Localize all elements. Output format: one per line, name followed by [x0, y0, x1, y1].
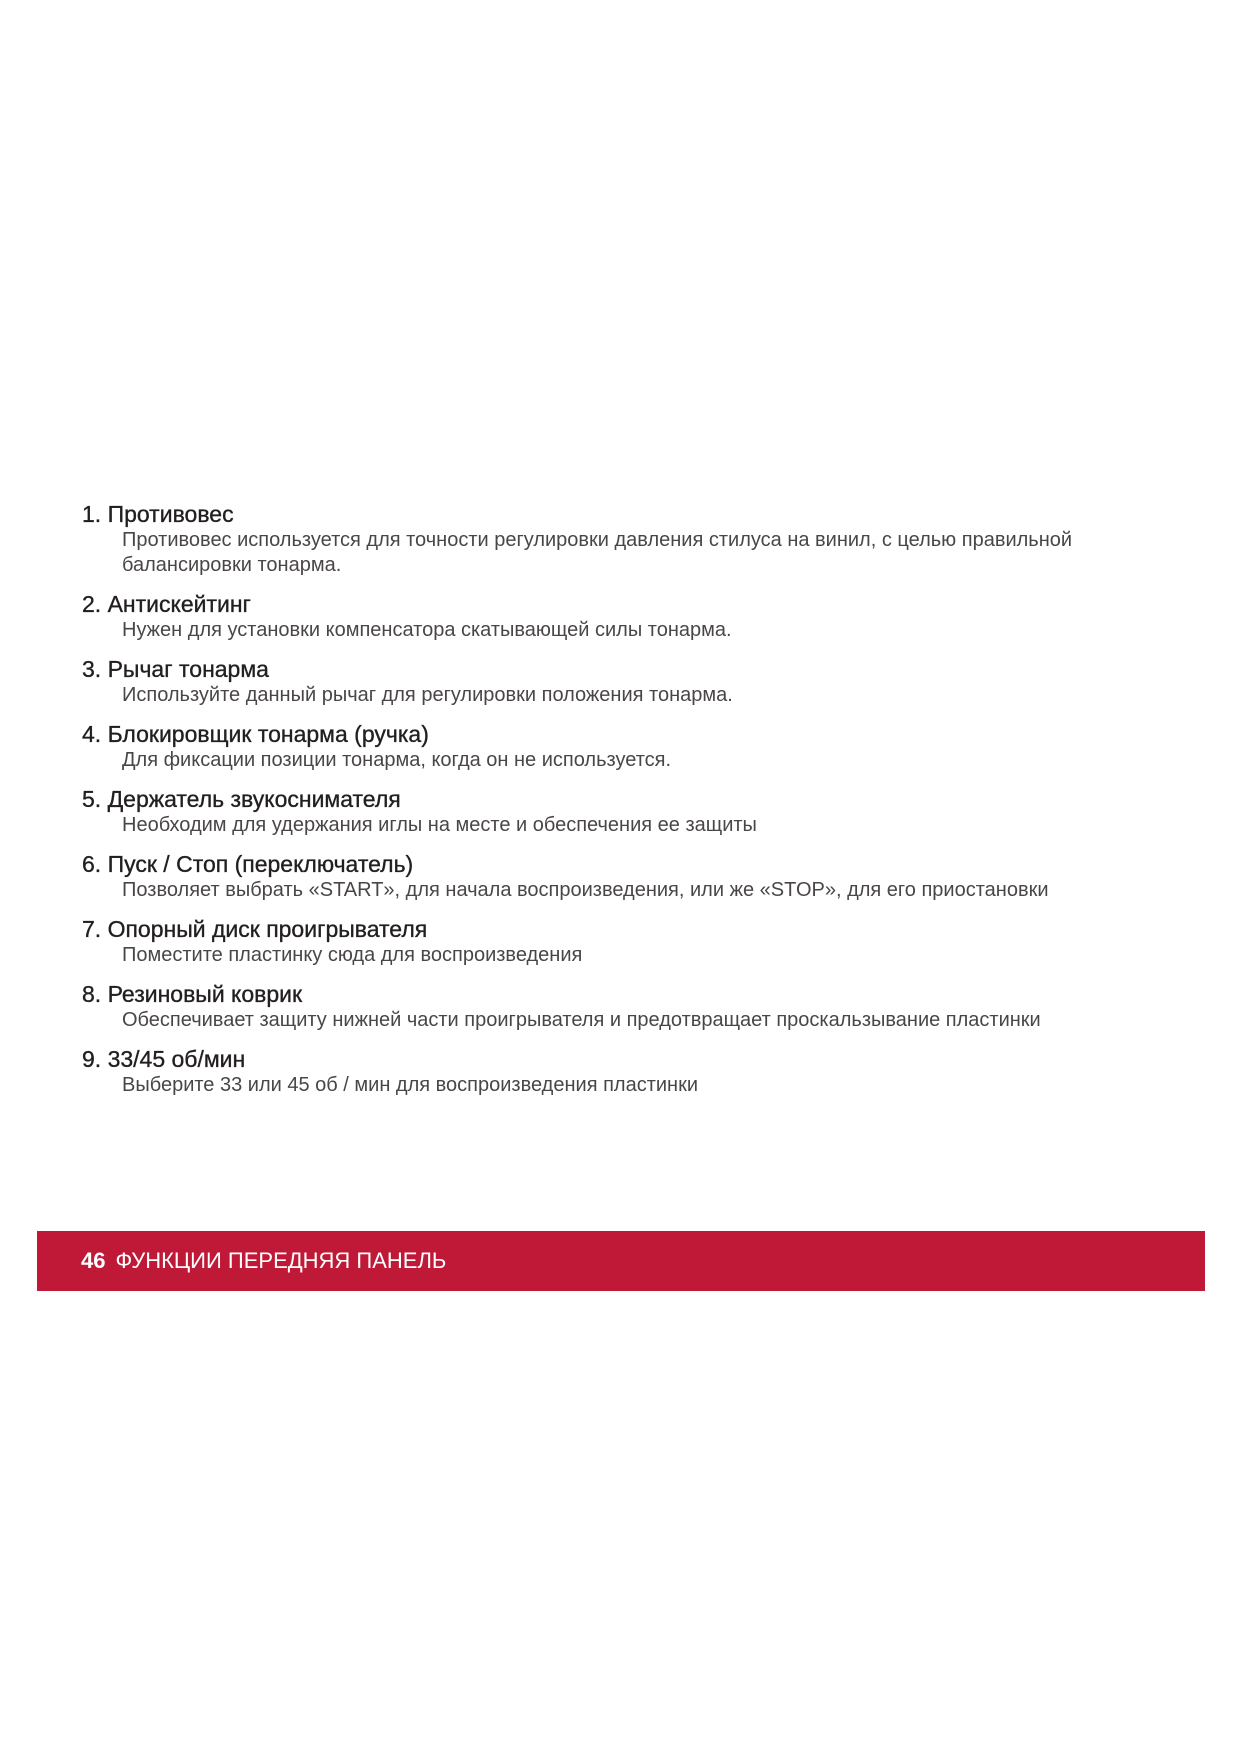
item-title: 4. Блокировщик тонарма (ручка)	[82, 721, 429, 747]
page-number: 46	[81, 1248, 106, 1273]
item-title: 7. Опорный диск проигрывателя	[82, 916, 428, 942]
item-title: 2. Антискейтинг	[82, 591, 251, 617]
footer-bar	[37, 1231, 1205, 1291]
item-description: Обеспечивает защиту нижней части проигрывателя и предотвращает проскальзывание пластинки	[122, 1009, 1041, 1031]
item-description: Используйте данный рычаг для регулировки положения тонарма.	[122, 684, 733, 706]
list-item	[82, 785, 1182, 838]
item-title: 5. Держатель звукоснимателя	[82, 786, 401, 812]
section-title: ФУНКЦИИ ПЕРЕДНЯЯ ПАНЕЛЬ	[115, 1248, 447, 1273]
item-title: 9. 33/45 об/мин	[82, 1046, 246, 1072]
item-description: Для фиксации позиции тонарма, когда он не используется.	[122, 749, 672, 771]
item-description: Необходим для удержания иглы на месте и обеспечения ее защиты	[122, 814, 757, 836]
list-item	[82, 915, 1182, 968]
list-item	[82, 1045, 1182, 1098]
item-description: Выберите 33 или 45 об / мин для воспроизведения пластинки	[122, 1074, 698, 1096]
item-description: Противовес используется для точности регулировки давления стилуса на винил, с целью правильной балансировки тонарма.	[122, 529, 1073, 576]
list-item	[82, 980, 1182, 1033]
item-description: Позволяет выбрать «START», для начала воспроизведения, или же «STOP», для его приостановки	[122, 879, 1049, 901]
item-description: Поместите пластинку сюда для воспроизведения	[122, 944, 583, 966]
item-title: 3. Рычаг тонарма	[82, 656, 269, 682]
list-item	[82, 500, 1182, 578]
item-title: 1. Противовес	[82, 501, 234, 527]
list-item	[82, 850, 1182, 903]
list-item	[82, 590, 1182, 643]
item-title: 8. Резиновый коврик	[82, 981, 303, 1007]
footer-text	[81, 1248, 446, 1274]
list-item	[82, 655, 1182, 708]
item-description: Нужен для установки компенсатора скатывающей силы тонарма.	[122, 619, 732, 641]
item-title: 6. Пуск / Стоп (переключатель)	[82, 851, 414, 877]
list-item	[82, 720, 1182, 773]
function-list	[82, 500, 1182, 1110]
